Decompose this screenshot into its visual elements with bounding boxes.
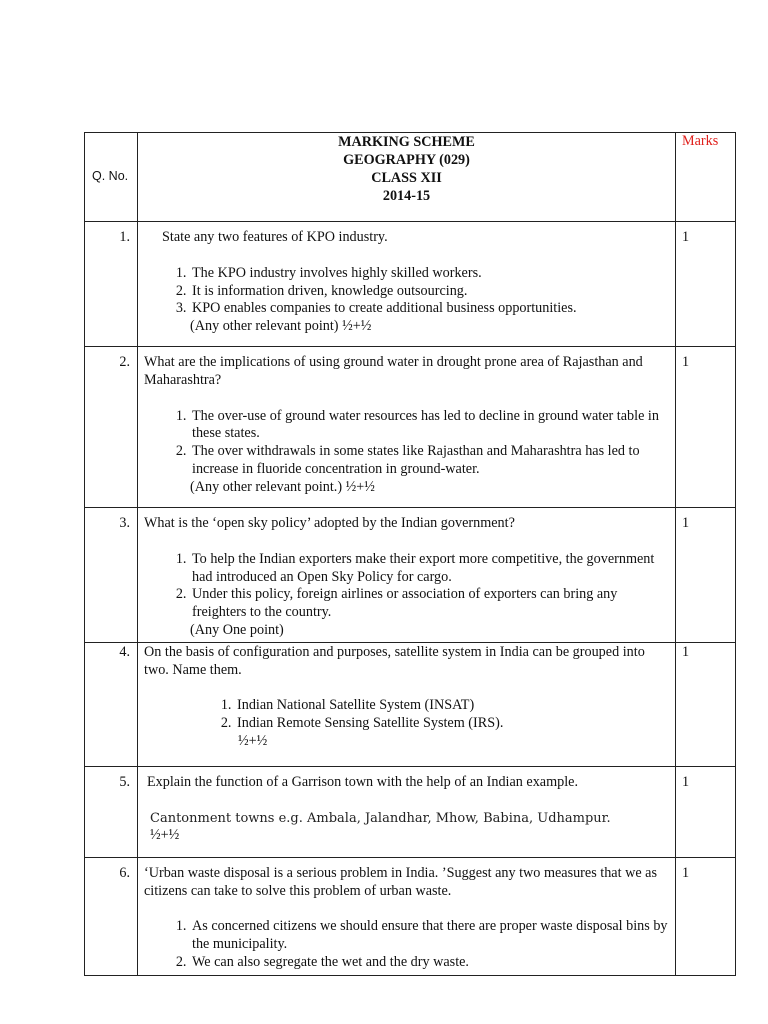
marks-value: 1 <box>676 222 736 347</box>
question-row <box>85 347 736 508</box>
answer-list <box>144 697 669 733</box>
question-cell <box>138 766 676 857</box>
title-line: CLASS XII <box>371 170 442 186</box>
answer-list <box>144 265 669 318</box>
answer-item: 2. It is information driven, knowledge outsourcing. <box>190 283 669 301</box>
question-cell <box>138 642 676 766</box>
question-number: 3. <box>85 508 138 643</box>
marks-value: 1 <box>676 766 736 857</box>
answer-item: 2. Indian Remote Sensing Satellite System (IRS). <box>235 715 669 733</box>
title-line: MARKING SCHEME <box>338 134 475 150</box>
answer-note: ½+½ <box>150 827 180 844</box>
question-number: 6. <box>85 857 138 975</box>
title-line: GEOGRAPHY (029) <box>343 152 470 168</box>
question-row <box>85 766 736 857</box>
question-text: What is the ‘open sky policy’ adopted by the Indian government? <box>144 515 515 531</box>
question-number: 4. <box>85 642 138 766</box>
answer-item: 3. KPO enables companies to create additional business opportunities. <box>190 300 669 318</box>
header-row <box>85 133 736 222</box>
question-row <box>85 642 736 766</box>
question-cell <box>138 347 676 508</box>
marks-value: 1 <box>676 347 736 508</box>
answer-list <box>144 918 669 971</box>
answer-list <box>144 551 669 622</box>
answer-item: 1. Indian National Satellite System (INSAT) <box>235 697 669 715</box>
answer-text: Cantonment towns e.g. Ambala, Jalandhar, Mhow, Babina, Udhampur. <box>150 810 611 826</box>
marking-scheme-table <box>84 132 736 976</box>
question-text: Explain the function of a Garrison town with the help of an Indian example. <box>147 773 579 790</box>
answer-item: 2. The over withdrawals in some states like Rajasthan and Maharashtra has led to increase in fluoride concentration in ground-water. <box>190 443 669 479</box>
question-row <box>85 508 736 643</box>
marks-value: 1 <box>676 642 736 766</box>
answer-item: 2. Under this policy, foreign airlines or association of exporters can bring any freighters to the country. <box>190 586 669 622</box>
question-number: 5. <box>85 766 138 857</box>
marks-value: 1 <box>676 857 736 975</box>
question-cell <box>138 222 676 347</box>
answer-note: (Any One point) <box>190 621 284 638</box>
question-number: 2. <box>85 347 138 508</box>
question-text: ‘Urban waste disposal is a serious problem in India. ’Suggest any two measures that we as citizens can take to solve this problem of urban waste. <box>144 864 658 899</box>
question-row <box>85 857 736 975</box>
answer-note: (Any other relevant point.) ½+½ <box>190 478 375 495</box>
answer-note: ½+½ <box>238 732 268 749</box>
question-cell <box>138 857 676 975</box>
question-number: 1. <box>85 222 138 347</box>
question-text: What are the implications of using ground water in drought prone area of Rajasthan and Maharashtra? <box>144 354 643 388</box>
question-text: State any two features of KPO industry. <box>162 229 388 245</box>
qno-header: Q. No. <box>85 133 138 222</box>
answer-item: 1. As concerned citizens we should ensure that there are proper waste disposal bins by the municipality. <box>190 918 669 954</box>
answer-item: 1. To help the Indian exporters make their export more competitive, the government had introduced an Open Sky Policy for cargo. <box>190 551 669 587</box>
marks-value: 1 <box>676 508 736 643</box>
question-text: On the basis of configuration and purposes, satellite system in India can be grouped into two. Name them. <box>144 643 645 678</box>
title-line: 2014-15 <box>382 188 431 204</box>
marks-header: Marks <box>676 133 736 222</box>
answer-item: 1. The KPO industry involves highly skilled workers. <box>190 265 669 283</box>
question-cell <box>138 508 676 643</box>
answer-item: 2. We can also segregate the wet and the dry waste. <box>190 954 669 972</box>
answer-list <box>144 408 669 479</box>
answer-note: (Any other relevant point) ½+½ <box>190 318 372 335</box>
document-title <box>138 133 676 222</box>
answer-item: 1. The over-use of ground water resources has led to decline in ground water table in these states. <box>190 408 669 444</box>
question-row <box>85 222 736 347</box>
